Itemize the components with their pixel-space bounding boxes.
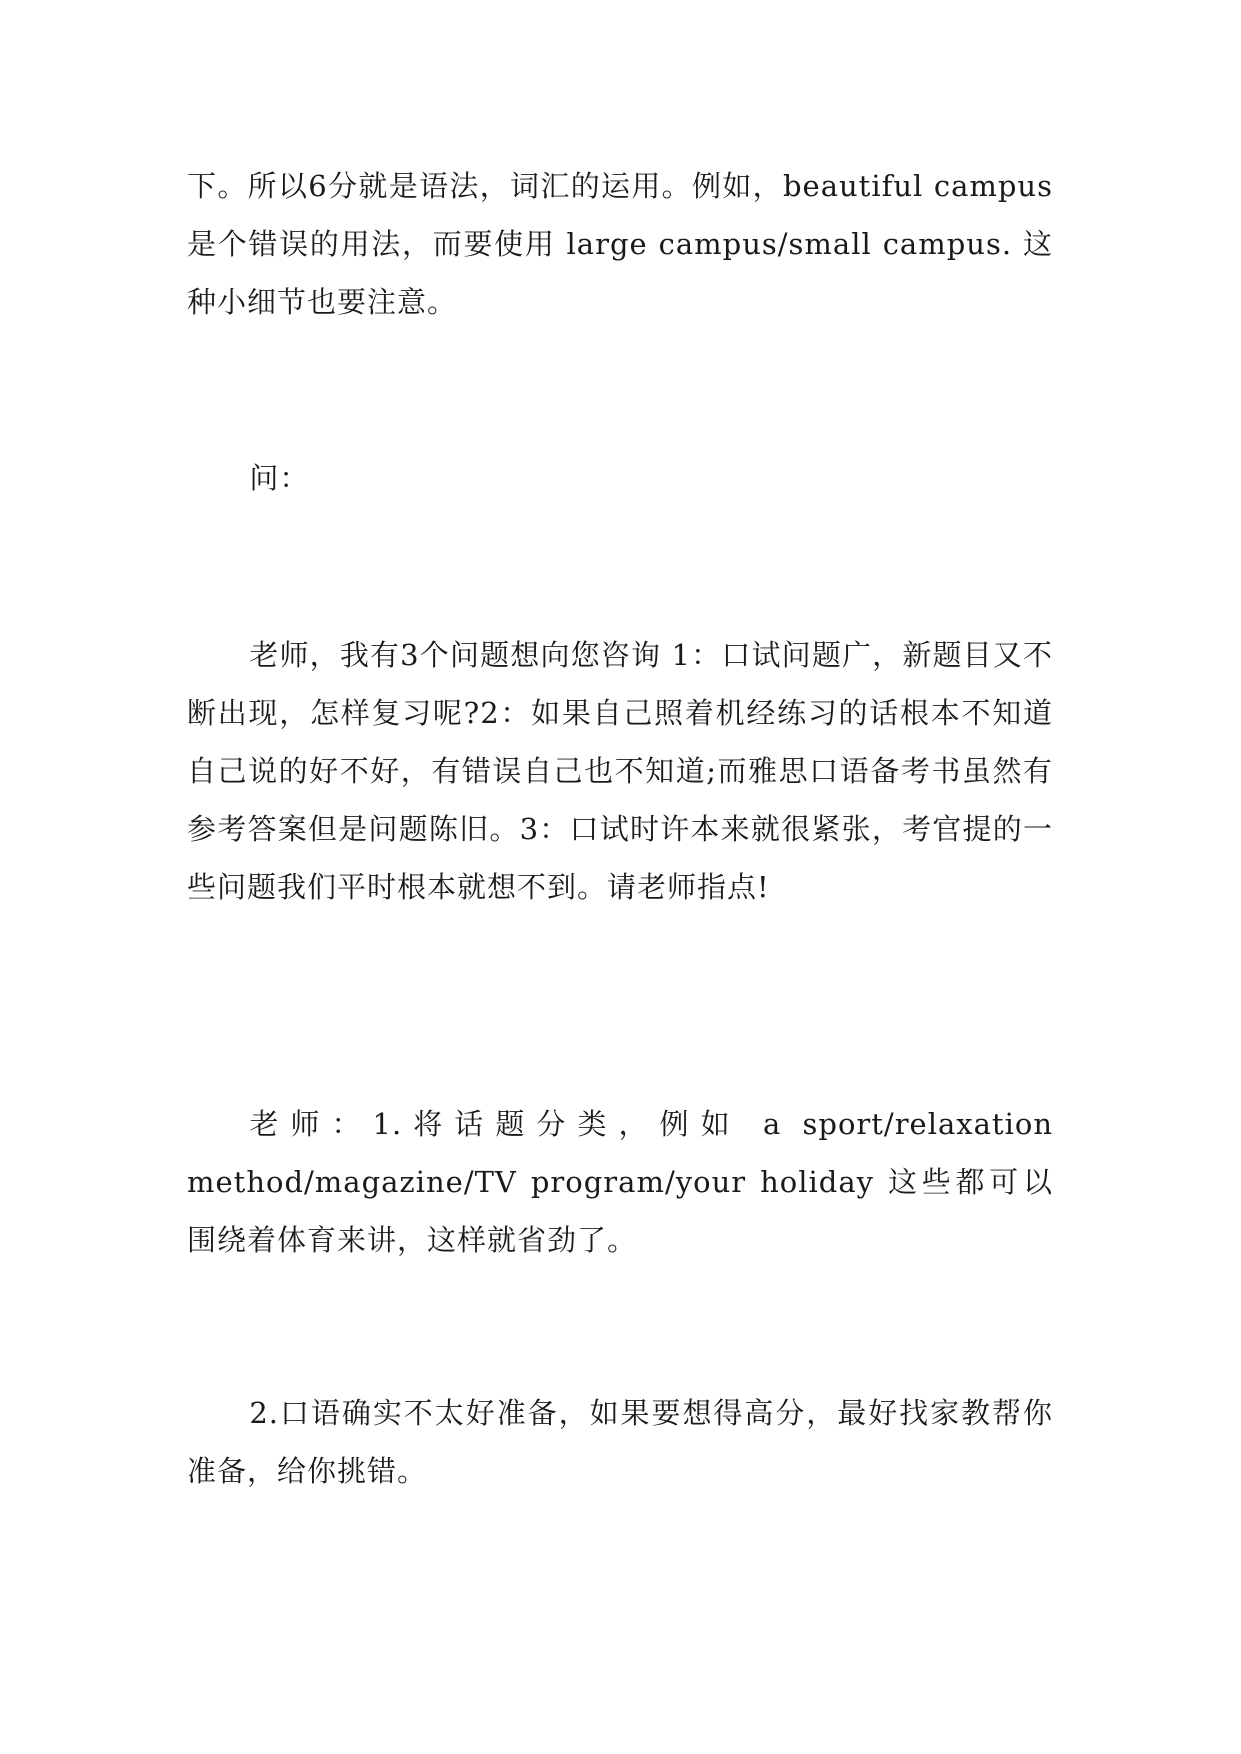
paragraph-student-question: 老师，我有3个问题想向您咨询 1：口试问题广，新题目又不断出现，怎样复习呢?2：如果自己照着机经练习的话根本不知道自己说的好不好，有错误自己也不知道;而雅思口语备考书虽然有参考答案但是问题陈旧。3：口试时许本来就很紧张，考官提的一些问题我们平时根本就想不到。请老师指点! xyxy=(187,638,1053,904)
paragraph-question-label: 问： xyxy=(249,461,310,495)
paragraph-grammar-note: 下。所以6分就是语法，词汇的运用。例如，beautiful campus 是个错误的用法，而要使用 large campus/small campus. 这种小细节也要注意。 xyxy=(187,169,1053,319)
paragraph-teacher-answer-1: 老师：1.将话题分类，例如 a sport/relaxation method/magazine/TV program/your holiday 这些都可以围绕着体育来讲，这样就省劲了。 xyxy=(187,1107,1053,1257)
paragraph-teacher-answer-2: 2.口语确实不太好准备，如果要想得高分，最好找家教帮你准备，给你挑错。 xyxy=(187,1396,1053,1488)
